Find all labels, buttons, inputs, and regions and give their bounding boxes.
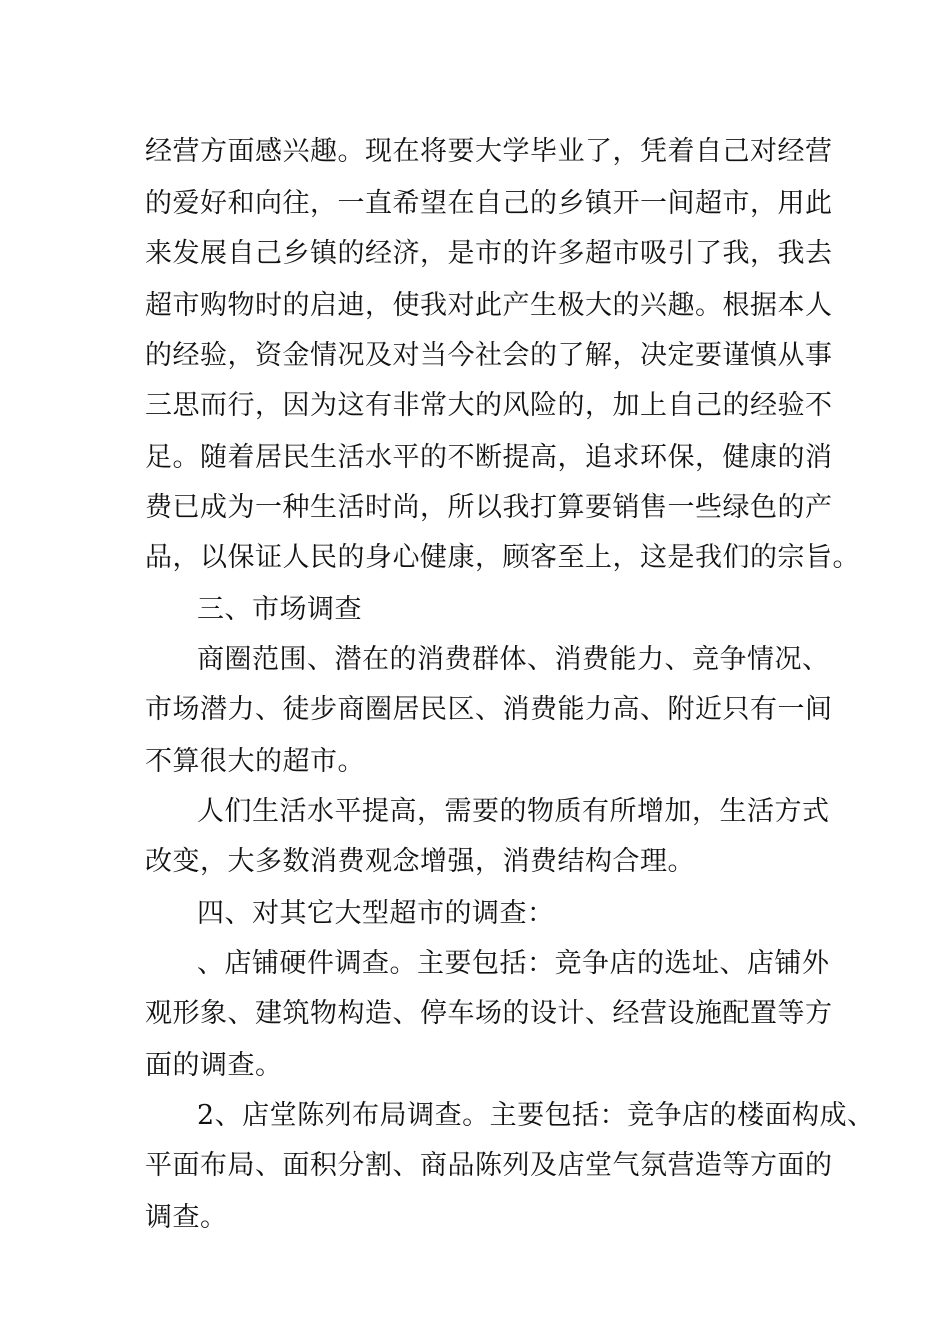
text-line: 平面布局、面积分割、商品陈列及店堂气氛营造等方面的	[145, 1150, 833, 1181]
text-line: 足。随着居民生活水平的不断提高，追求环保，健康的消	[145, 442, 833, 473]
text-line: 市场潜力、徒步商圈居民区、消费能力高、附近只有一间	[145, 694, 833, 725]
text-line: 不算很大的超市。	[145, 746, 365, 777]
section-heading: 四、对其它大型超市的调查：	[197, 898, 555, 929]
text-line: 超市购物时的启迪，使我对此产生极大的兴趣。根据本人	[145, 290, 833, 321]
text-line: 三思而行，因为这有非常大的风险的，加上自己的经验不	[145, 390, 833, 421]
text-line: 观形象、建筑物构造、停车场的设计、经营设施配置等方	[145, 998, 833, 1029]
text-line: 商圈范围、潜在的消费群体、消费能力、竞争情况、	[197, 644, 830, 675]
text-line: 改变，大多数消费观念增强，消费结构合理。	[145, 846, 695, 877]
text-line: 2、店堂陈列布局调查。主要包括：竞争店的楼面构成、	[197, 1100, 875, 1131]
text-line: 面的调查。	[145, 1050, 283, 1081]
section-heading: 三、市场调查	[197, 594, 362, 625]
text-line: 的爱好和向往，一直希望在自己的乡镇开一间超市，用此	[145, 188, 833, 219]
text-line: 、店铺硬件调查。主要包括：竞争店的选址、店铺外	[197, 948, 830, 979]
text-line: 人们生活水平提高，需要的物质有所增加，生活方式	[197, 796, 830, 827]
text-line: 的经验，资金情况及对当今社会的了解，决定要谨慎从事	[145, 340, 833, 371]
text-line: 费已成为一种生活时尚，所以我打算要销售一些绿色的产	[145, 492, 833, 523]
text-line: 经营方面感兴趣。现在将要大学毕业了，凭着自己对经营	[145, 136, 833, 167]
text-line: 调查。	[145, 1202, 228, 1233]
text-line: 品，以保证人民的身心健康，顾客至上，这是我们的宗旨。	[145, 542, 860, 573]
text-line: 来发展自己乡镇的经济，是市的许多超市吸引了我，我去	[145, 238, 833, 269]
